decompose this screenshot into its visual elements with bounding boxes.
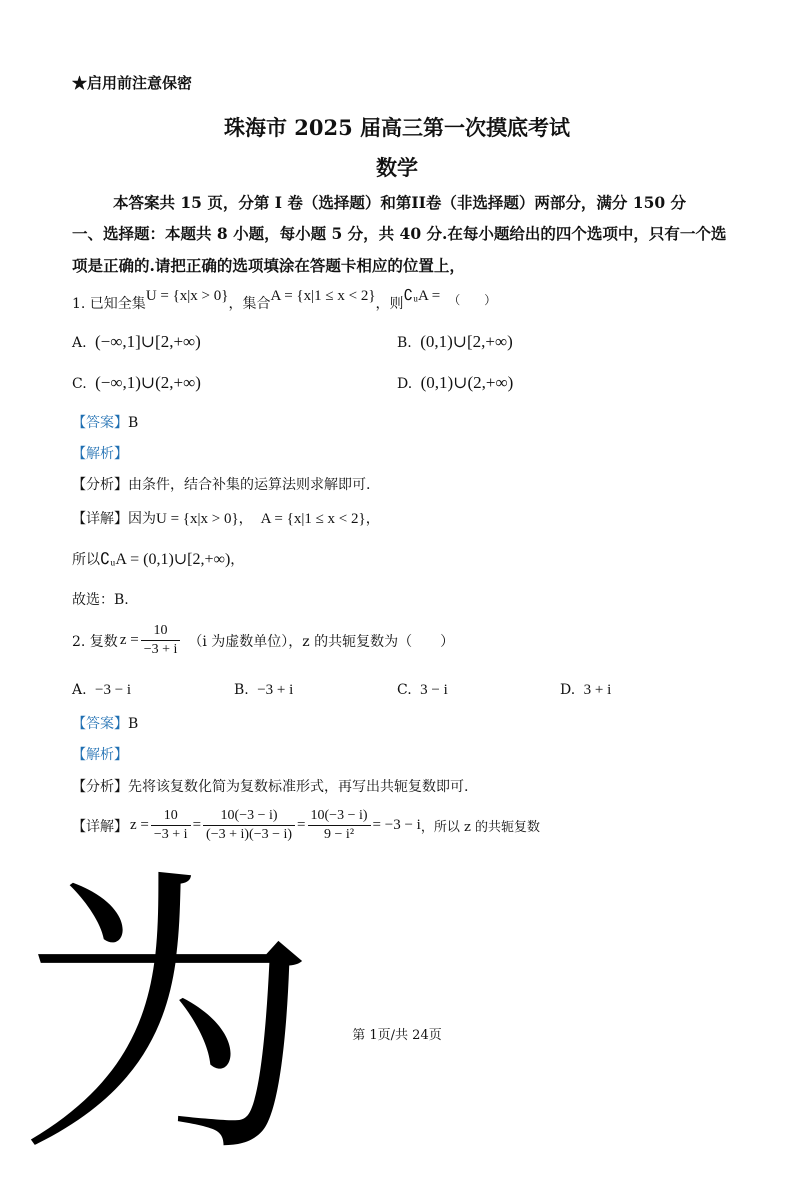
q2-stem-pre: 2. 复数 xyxy=(72,633,118,650)
q1-analysis xyxy=(72,474,370,494)
q2-answer xyxy=(72,713,138,733)
so-pre: 所以 xyxy=(72,552,100,568)
fraction-denominator: −3 + i xyxy=(143,642,178,657)
fraction-numerator: 10 xyxy=(151,808,191,826)
section1-line2: 项是正确的.请把正确的选项填涂在答题卡相应的位置上， xyxy=(72,256,465,275)
q2-analysis xyxy=(72,776,468,796)
so-end: ， xyxy=(230,552,245,568)
q2-fraction xyxy=(141,623,181,658)
analysis-tag: 【分析】 xyxy=(72,477,128,493)
detail-z-eq: z = xyxy=(130,817,149,833)
option-label: A. xyxy=(72,682,87,698)
answer-value: B xyxy=(128,415,139,431)
detail-sep: ， xyxy=(238,511,253,527)
answer-tag: 【答案】 xyxy=(72,415,128,431)
fraction-numerator: 10(−3 − i) xyxy=(203,808,295,826)
exam-title: 珠海市 2025 届高三第一次摸底考试 xyxy=(223,115,571,140)
q2-detail xyxy=(72,808,540,843)
q1-blank: （ ） xyxy=(448,293,497,307)
option-text: −3 + i xyxy=(257,682,294,698)
option-text: (0,1)∪(2,+∞) xyxy=(420,373,514,392)
q1-detail xyxy=(72,508,380,528)
equals-sign: = xyxy=(297,817,306,833)
option-label: C. xyxy=(72,376,87,392)
q1-answer xyxy=(72,412,138,432)
q2-z-eq: z = xyxy=(119,632,139,648)
q1-conclusion: 故选：B. xyxy=(72,592,129,608)
q1-option-a xyxy=(72,332,201,352)
option-text: −3 − i xyxy=(95,682,132,698)
q2-option-c xyxy=(397,682,448,699)
detail-tag: 【详解】 xyxy=(72,818,128,835)
option-label: A. xyxy=(72,335,87,351)
detail-pre: 因为 xyxy=(128,511,156,527)
detail-fraction-3 xyxy=(308,808,371,843)
q2-option-a xyxy=(72,682,131,699)
intro-line: 本答案共 15 页，分第 I 卷（选择题）和第II卷（非选择题）两部分，满分 150 分 xyxy=(113,193,687,212)
q1-so xyxy=(72,549,244,569)
q1-stem-pre: 1. 已知全集 xyxy=(72,296,146,312)
option-text: (−∞,1]∪[2,+∞) xyxy=(95,332,201,351)
option-label: D. xyxy=(560,682,576,698)
detail-fraction-1 xyxy=(151,808,191,843)
detail-tail: ，所以 z 的共轭复数 xyxy=(420,820,540,835)
fraction-denominator: 9 − i² xyxy=(324,827,355,842)
fraction-denominator: (−3 + i)(−3 − i) xyxy=(206,827,293,842)
option-text: (−∞,1)∪(2,+∞) xyxy=(95,373,201,392)
option-text: 3 + i xyxy=(583,682,612,698)
q1-stem-mid: ，集合 xyxy=(228,296,271,312)
overlay-glyph: 为 xyxy=(18,845,318,1194)
fraction-denominator: −3 + i xyxy=(153,827,188,842)
page-footer: 第 1页/共 24页 xyxy=(352,1028,442,1043)
option-label: C. xyxy=(397,682,412,698)
option-label: B. xyxy=(397,335,412,351)
option-text: (0,1)∪[2,+∞) xyxy=(420,332,513,351)
so-expr: ∁ᵤA = (0,1)∪[2,+∞) xyxy=(100,551,231,568)
analysis-text: 先将该复数化简为复数标准形式，再写出共轭复数即可. xyxy=(128,779,469,795)
q1-stem-post: ，则 xyxy=(375,296,404,312)
q1-option-d xyxy=(397,373,513,393)
q1-option-c xyxy=(72,373,201,393)
analysis-tag: 【分析】 xyxy=(72,779,128,795)
section1-line1: 一、选择题：本题共 8 小题，每小题 5 分，共 40 分.在每小题给出的四个选项中，只有一个选 xyxy=(72,224,727,243)
q1-stem xyxy=(72,288,497,313)
q1-set-u: U = {x|x > 0} xyxy=(145,288,229,304)
analysis-text: 由条件，结合补集的运算法则求解即可. xyxy=(128,477,371,493)
q1-set-a: A = {x|1 ≤ x < 2} xyxy=(270,288,376,304)
equals-sign: = xyxy=(192,817,202,833)
detail-set-u: U = {x|x > 0} xyxy=(156,511,239,527)
detail-result: = −3 − i xyxy=(372,817,421,833)
q2-option-b xyxy=(234,682,293,699)
subject-title: 数学 xyxy=(376,155,418,180)
option-label: D. xyxy=(397,376,413,392)
fraction-numerator: 10 xyxy=(141,623,181,641)
fraction-numerator: 10(−3 − i) xyxy=(308,808,371,826)
detail-end: ， xyxy=(365,511,380,527)
q1-complement: ∁ᵤA = xyxy=(403,288,441,304)
q1-option-b xyxy=(397,332,513,352)
q2-jiexi-tag: 【解析】 xyxy=(72,747,128,763)
option-text: 3 − i xyxy=(420,682,448,698)
detail-fraction-2 xyxy=(203,808,295,843)
q1-jiexi-tag: 【解析】 xyxy=(72,446,128,462)
q2-option-d xyxy=(560,682,611,699)
answer-value: B xyxy=(128,716,139,732)
detail-set-a: A = {x|1 ≤ x < 2} xyxy=(260,511,366,527)
detail-tag: 【详解】 xyxy=(72,511,128,527)
answer-tag: 【答案】 xyxy=(72,716,128,732)
option-label: B. xyxy=(234,682,249,698)
q2-stem xyxy=(72,623,454,658)
confidential-note: ★启用前注意保密 xyxy=(72,74,193,92)
q2-stem-post: （i 为虚数单位），z 的共轭复数为（ ） xyxy=(188,633,455,650)
